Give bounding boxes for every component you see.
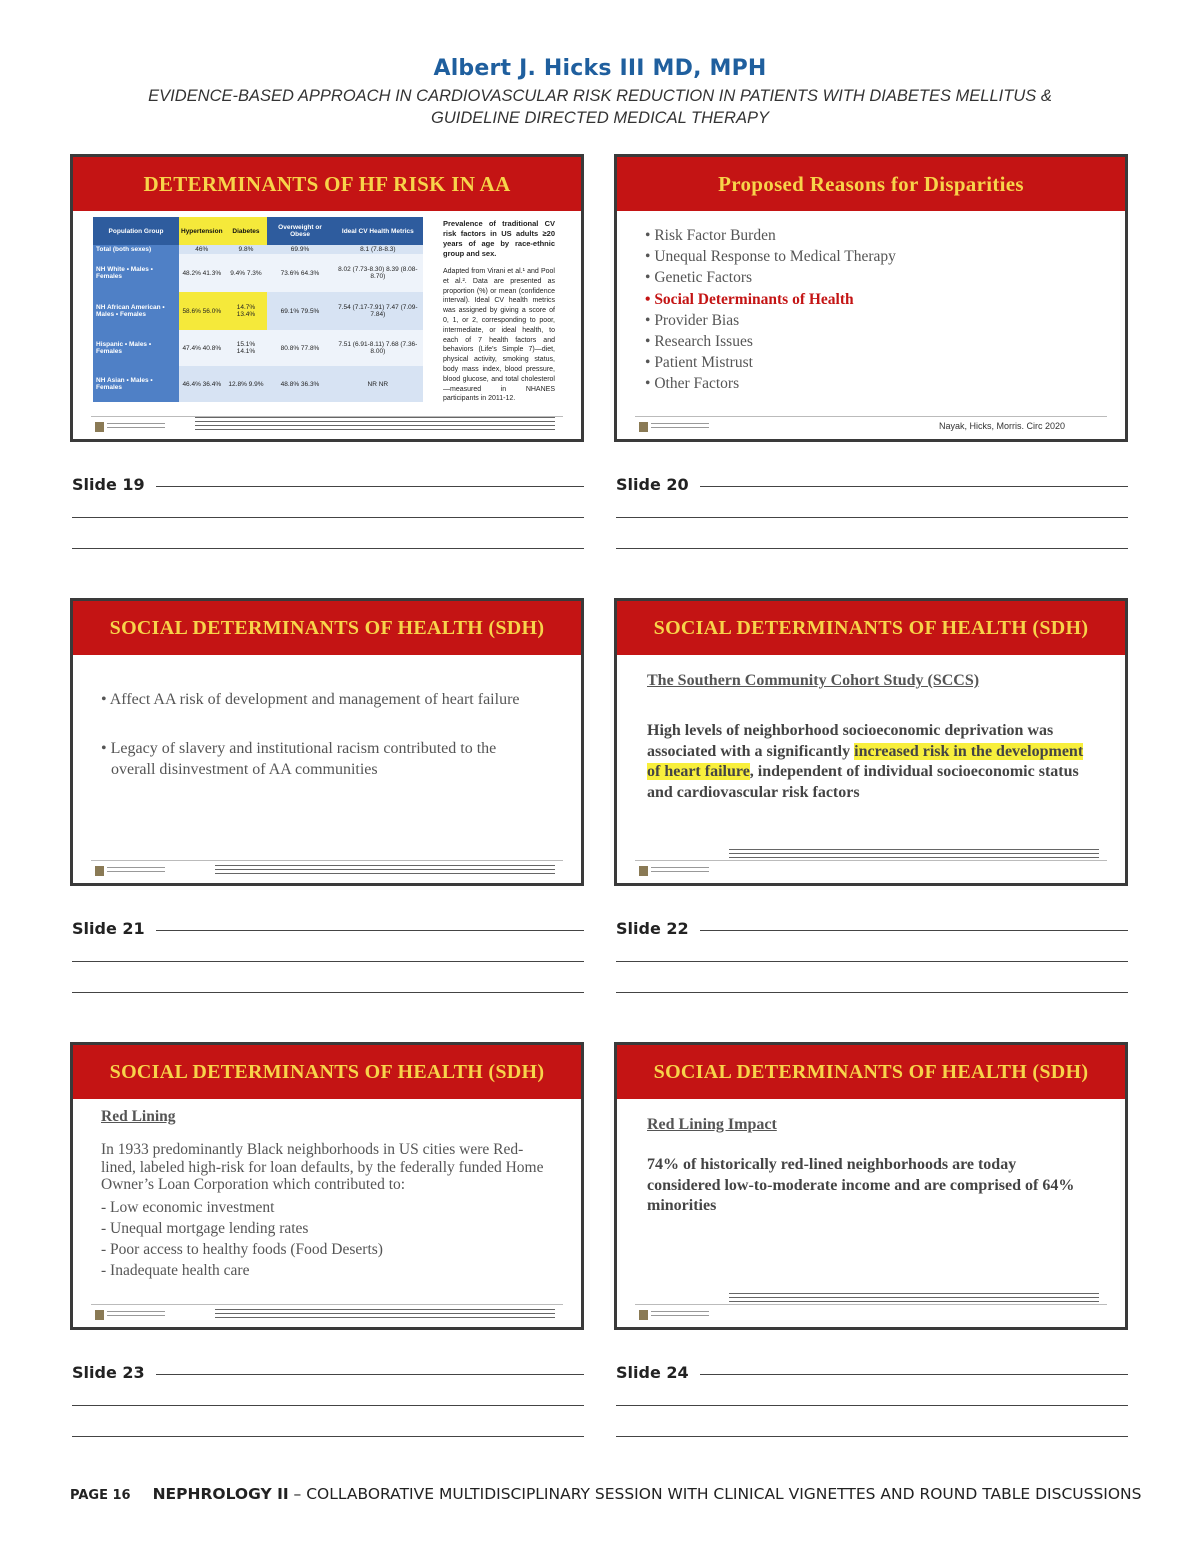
slide-label: Slide 19 <box>72 475 145 494</box>
bullet-text: Affect AA risk of development and management of heart failure <box>109 691 520 708</box>
table-header: Ideal CV Health Metrics <box>333 217 423 245</box>
slide-footer-rule <box>91 1304 563 1305</box>
table-header: Diabetes <box>225 217 268 245</box>
table-cell: NH Asian • Males • Females <box>93 366 179 402</box>
table-header: Population Group <box>93 217 179 245</box>
slide-title: Proposed Reasons for Disparities <box>617 157 1125 211</box>
table-caption <box>443 219 555 404</box>
table-cell: 15.1% 14.1% <box>225 330 268 366</box>
slide-23 <box>70 1042 584 1330</box>
reasons-list <box>645 225 896 395</box>
slide-subheading: Red Lining Impact <box>647 1116 777 1133</box>
slide-title: SOCIAL DETERMINANTS OF HEALTH (SDH) <box>73 601 581 655</box>
slide-21 <box>70 598 584 886</box>
slide-label: Slide 21 <box>72 919 145 938</box>
bullet-text-cont: overall disinvestment of AA communities <box>111 761 378 778</box>
table-cell: 48.8% 36.3% <box>267 366 332 402</box>
table-cell: 7.51 (6.91-8.11) 7.68 (7.36-8.00) <box>333 330 423 366</box>
page-header <box>0 56 1200 129</box>
slide-paragraph: In 1933 predominantly Black neighborhoods in US cities were Red-lined, labeled high-risk for loan defaults, by the federally funded Home Owner’s Loan Corporation which contributed to: <box>101 1141 544 1193</box>
list-item: • Provider Bias <box>645 310 896 331</box>
slide-footer-rule <box>91 860 563 861</box>
impact-list <box>101 1197 383 1281</box>
slide-paragraph: 74% of historically red-lined neighborhoods are today considered low-to-moderate income and are comprised of 64% minorities <box>647 1156 1075 1214</box>
table-cell: NR NR <box>333 366 423 402</box>
table-cell: 46% <box>179 245 225 254</box>
table-cell: Total (both sexes) <box>93 245 179 254</box>
paragraph-text: , independent of individual socioeconomic status and cardiovascular risk factors <box>647 763 1079 801</box>
caption-title: Prevalence of traditional CV risk factors in US adults ≥20 years of age by race-ethnic group and sex. <box>443 219 555 258</box>
session-subtitle: – COLLABORATIVE MULTIDISCIPLINARY SESSION WITH CLINICAL VIGNETTES AND ROUND TABLE DISCUSSIONS <box>288 1485 1142 1503</box>
list-item: • Risk Factor Burden <box>645 225 896 246</box>
table-cell: 46.4% 36.4% <box>179 366 225 402</box>
slide-title: DETERMINANTS OF HF RISK IN AA <box>73 157 581 211</box>
author-name: Albert J. Hicks III MD, MPH <box>433 56 767 81</box>
list-item: - Low economic investment <box>101 1199 275 1216</box>
page-number: PAGE 16 <box>70 1488 131 1503</box>
slide-footer-rule <box>635 1304 1107 1305</box>
table-header: Hypertension <box>179 217 225 245</box>
table-cell: Hispanic • Males • Females <box>93 330 179 366</box>
list-item: - Inadequate health care <box>101 1262 250 1279</box>
table-header: Overweight or Obese <box>267 217 332 245</box>
slide-label: Slide 24 <box>616 1363 689 1382</box>
risk-factor-table <box>93 217 423 402</box>
university-logo <box>95 421 165 433</box>
list-item-highlighted: • Social Determinants of Health <box>645 289 896 310</box>
page-footer <box>70 1485 1142 1503</box>
citation-fine-print <box>729 849 1099 859</box>
slide-title: SOCIAL DETERMINANTS OF HEALTH (SDH) <box>617 1045 1125 1099</box>
table-cell: 69.9% <box>267 245 332 254</box>
document-subtitle <box>0 85 1200 129</box>
table-cell: 47.4% 40.8% <box>179 330 225 366</box>
table-cell: 7.54 (7.17-7.91) 7.47 (7.09-7.84) <box>333 292 423 330</box>
table-row <box>93 254 423 292</box>
table-cell: 8.02 (7.73-8.30) 8.39 (8.08-8.70) <box>333 254 423 292</box>
table-cell: 9.4% 7.3% <box>225 254 268 292</box>
slide-22 <box>614 598 1128 886</box>
bullet-text: Legacy of slavery and institutional racism contributed to the <box>110 740 497 757</box>
table-cell: 8.1 (7.8-8.3) <box>333 245 423 254</box>
citation-fine-print <box>215 865 555 877</box>
bullet-2: • Legacy of slavery and institutional racism contributed to the <box>101 740 497 757</box>
slide-subheading: Red Lining <box>101 1108 176 1125</box>
subtitle-line-2: GUIDELINE DIRECTED MEDICAL THERAPY <box>430 109 769 127</box>
table-cell: 73.6% 64.3% <box>267 254 332 292</box>
table-row <box>93 292 423 330</box>
table-cell: 14.7% 13.4% <box>225 292 268 330</box>
university-logo <box>639 421 709 433</box>
university-logo <box>95 865 165 877</box>
list-item: • Research Issues <box>645 331 896 352</box>
slide-label: Slide 22 <box>616 919 689 938</box>
university-logo <box>639 1309 709 1321</box>
reference: Nayak, Hicks, Morris. Circ 2020 <box>938 421 1065 431</box>
bullet-1: • Affect AA risk of development and management of heart failure <box>101 691 520 708</box>
list-item: - Poor access to healthy foods (Food Deserts) <box>101 1241 383 1258</box>
table-cell: 48.2% 41.3% <box>179 254 225 292</box>
university-logo <box>639 865 709 877</box>
citation-fine-print <box>195 417 555 433</box>
table-cell: NH White • Males • Females <box>93 254 179 292</box>
slide-title: SOCIAL DETERMINANTS OF HEALTH (SDH) <box>73 1045 581 1099</box>
slide-title: SOCIAL DETERMINANTS OF HEALTH (SDH) <box>617 601 1125 655</box>
table-row <box>93 366 423 402</box>
list-item: - Unequal mortgage lending rates <box>101 1220 309 1237</box>
table-cell: 69.1% 79.5% <box>267 292 332 330</box>
citation-fine-print <box>215 1309 555 1321</box>
table-row <box>93 330 423 366</box>
session-title: NEPHROLOGY II <box>152 1485 289 1503</box>
slide-subheading: The Southern Community Cohort Study (SCCS) <box>647 672 980 689</box>
table-cell: 58.6% 56.0% <box>179 292 225 330</box>
list-item: • Other Factors <box>645 373 896 394</box>
paragraph-text: High levels of neighborhood socioeconomic deprivation was associated with a significantly <box>647 722 1054 760</box>
table-cell: NH African American • Males • Females <box>93 292 179 330</box>
highlighted-text: increased risk in the development of heart failure <box>647 742 1084 780</box>
slide-footer-rule <box>635 416 1107 417</box>
subtitle-line-1: EVIDENCE-BASED APPROACH IN CARDIOVASCULAR RISK REDUCTION IN PATIENTS WITH DIABETES MELLITUS & <box>148 87 1052 105</box>
slide-20 <box>614 154 1128 442</box>
slide-24 <box>614 1042 1128 1330</box>
list-item: • Genetic Factors <box>645 267 896 288</box>
university-logo <box>95 1309 165 1321</box>
slide-footer-rule <box>635 860 1107 861</box>
slide-label: Slide 20 <box>616 475 689 494</box>
slide-19 <box>70 154 584 442</box>
table-cell: 12.8% 9.9% <box>225 366 268 402</box>
table-row <box>93 245 423 254</box>
table-cell: 80.8% 77.8% <box>267 330 332 366</box>
citation-fine-print <box>729 1293 1099 1303</box>
list-item: • Patient Mistrust <box>645 352 896 373</box>
list-item: • Unequal Response to Medical Therapy <box>645 246 896 267</box>
slide-paragraph <box>647 721 1097 803</box>
slide-label: Slide 23 <box>72 1363 145 1382</box>
slide-body <box>101 689 520 780</box>
caption-body: Adapted from Virani et al.¹ and Pool et al.². Data are presented as proportion (%) or mean (confidence interval). Ideal CV health metrics was assigned by giving a score of 0, 1, or 2, corresponding to poor, intermediate, or ideal health, to each of 7 health factors and behaviors (Life's Simple 7)—diet, physical activity, smoking status, body mass index, blood pressure, blood glucose, and total cholesterol—measured in NHANES participants in 2011-12. <box>443 268 555 403</box>
table-cell: 9.8% <box>225 245 268 254</box>
